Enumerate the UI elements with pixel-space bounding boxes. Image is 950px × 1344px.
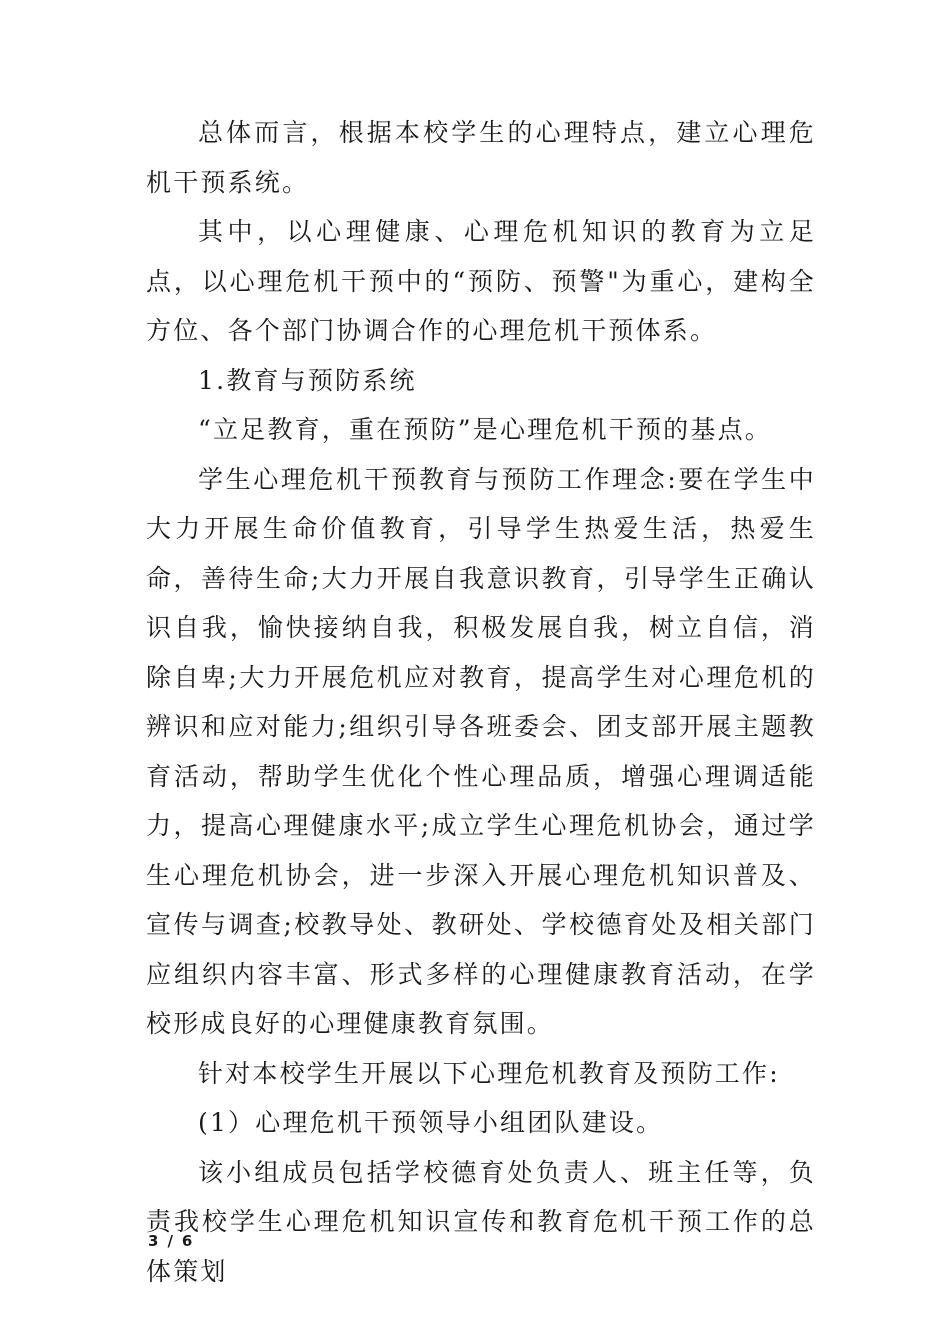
paragraph-work-intro: 针对本校学生开展以下心理危机教育及预防工作: [198,1058,780,1088]
paragraph-summary: 总体而言，根据本校学生的心理特点，建立心理危机干预系统。 [146,118,816,197]
list-item-team-building: (1）心理危机干预领导小组团队建设。 [198,1108,664,1137]
page-number-separator: / [167,1232,174,1250]
document-body [146,108,816,1296]
paragraph-focus: 其中，以心理健康、心理危机知识的教育为立足点，以心理危机干预中的“预防、预警"为重心，建构全方位、各个部门协调合作的心理危机干预体系。 [146,217,816,345]
paragraph-team-members: 该小组成员包括学校德育处负责人、班主任等，负责我校学生心理危机知识宣传和教育危机干预工作的总体策划 [146,1157,816,1286]
paragraph-basis: “立足教育，重在预防”是心理危机干预的基点。 [198,415,772,444]
paragraph-work-concept: 学生心理危机干预教育与预防工作理念:要在学生中大力开展生命价值教育，引导学生热爱生活，热爱生命，善待生命;大力开展自我意识教育，引导学生正确认识自我，愉快接纳自我，积极发展自我，树立自信，消除自卑;大力开展危机应对教育，提高学生对心理危机的辨识和应对能力;组织引导各班委会、团支部开展主题教育活动，帮助学生优化个性心理品质，增强心理调适能力，提高心理健康水平;成立学生心理危机协会，通过学生心理危机协会，进一步深入开展心理危机知识普及、宣传与调查;校教导处、教研处、学校德育处及相关部门应组织内容丰富、形式多样的心理健康教育活动，在学校形成良好的心理健康教育氛围。 [146,464,816,1038]
total-page-count: 6 [181,1232,194,1250]
page-number [148,1232,193,1250]
current-page-number: 3 [148,1232,160,1250]
section-heading-education-prevention: 1.教育与预防系统 [198,365,417,395]
